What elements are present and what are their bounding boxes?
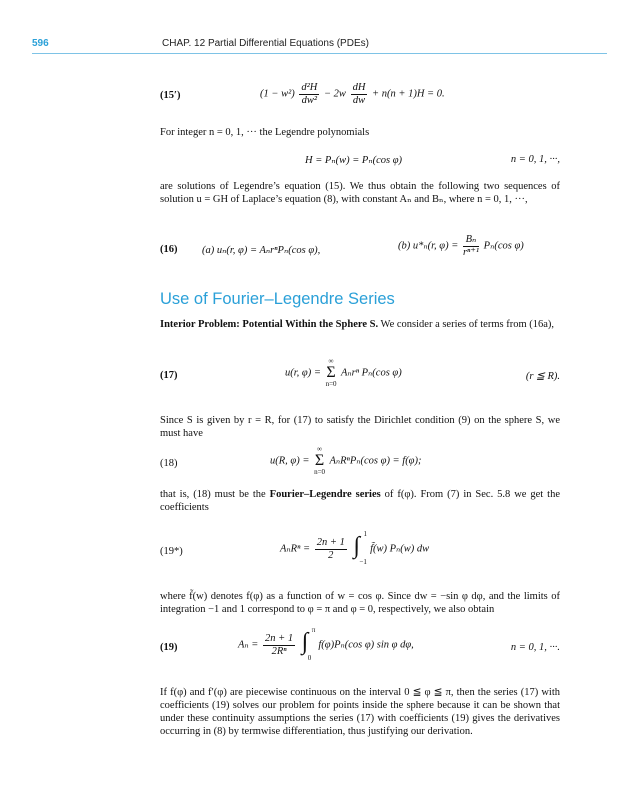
eq-term: (1 − w²) bbox=[260, 88, 295, 100]
paragraph bbox=[160, 318, 560, 331]
equation-16 bbox=[160, 234, 560, 268]
denominator: dw bbox=[352, 94, 366, 106]
integral-upper-limit: 1 bbox=[363, 530, 367, 538]
paragraph: Since S is given by r = R, for (17) to satisfy the Dirichlet condition (9) on the sphere S, we must have bbox=[160, 415, 560, 439]
eq-term: Pₙ(cos φ) bbox=[483, 240, 524, 252]
eq-term: AₙRⁿPₙ(cos φ) = f(φ); bbox=[329, 455, 422, 467]
numerator: 2n + 1 bbox=[316, 536, 345, 548]
eq-term: Aₙrⁿ Pₙ(cos φ) bbox=[340, 367, 402, 379]
equation-19 bbox=[160, 626, 560, 670]
numerator: d²H bbox=[301, 82, 318, 93]
equation-label: (15′) bbox=[160, 90, 181, 101]
eq-term: Aₙ = bbox=[238, 639, 259, 651]
equation-body bbox=[238, 626, 414, 662]
equation-body bbox=[285, 358, 402, 388]
integral-upper-limit: π bbox=[311, 626, 316, 634]
equation-body bbox=[260, 82, 445, 106]
integral-lower-limit: −1 bbox=[359, 558, 367, 566]
paragraph-text: We consider a series of terms from (16a), bbox=[378, 319, 555, 330]
fraction bbox=[299, 82, 319, 106]
paragraph-text: of f(φ). From (7) in Sec. 5.8 we get the coefficients bbox=[160, 489, 560, 513]
numerator: 2n + 1 bbox=[265, 632, 294, 644]
equation-condition: (r ≦ R). bbox=[525, 371, 560, 382]
numerator: dH bbox=[352, 82, 366, 93]
equation-condition: n = 0, 1, ···. bbox=[510, 642, 560, 653]
sum-lower-limit: n=0 bbox=[325, 380, 337, 388]
equation-17 bbox=[160, 358, 560, 398]
denominator: rⁿ⁺¹ bbox=[462, 246, 480, 258]
equation-body: H = Pₙ(w) = Pₙ(cos φ) bbox=[305, 155, 403, 166]
page-header bbox=[32, 38, 607, 54]
sum-upper-limit: ∞ bbox=[317, 445, 323, 453]
equation-body-a: (a) uₙ(r, φ) = AₙrⁿPₙ(cos φ), bbox=[202, 245, 321, 256]
fraction bbox=[351, 82, 368, 106]
equation-label: (19*) bbox=[160, 546, 183, 557]
equation-label: (17) bbox=[160, 370, 178, 381]
equation-label: (16) bbox=[160, 244, 178, 255]
page-number: 596 bbox=[32, 38, 49, 49]
paragraph: If f(φ) and f′(φ) are piecewise continuous on the interval 0 ≦ φ ≦ π, then the series (17) with coefficients (19) solves our problem for points inside the sphere because it can be shown that under these continuity assumptions the series (17) with coefficients (19) gives the derivatives occurring in (8) by termwise differentiation, thus justifying our derivation. bbox=[160, 687, 560, 737]
sum-symbol: Σ bbox=[326, 364, 336, 381]
integral bbox=[300, 626, 316, 662]
equation-body bbox=[270, 446, 422, 476]
summation bbox=[326, 358, 337, 388]
equation-condition: n = 0, 1, ···, bbox=[510, 154, 560, 165]
running-head: CHAP. 12 Partial Differential Equations (PDEs) bbox=[162, 38, 369, 49]
section-heading: Use of Fourier–Legendre Series bbox=[160, 290, 395, 308]
eq-term: AₙRⁿ = bbox=[280, 543, 311, 555]
integral-sign: ∫ bbox=[353, 533, 361, 559]
integral bbox=[351, 530, 367, 566]
sum-upper-limit: ∞ bbox=[328, 357, 334, 365]
equation-body bbox=[280, 530, 430, 566]
integral-lower-limit: 0 bbox=[307, 654, 312, 662]
paragraph-text: that is, (18) must be the bbox=[160, 489, 270, 500]
eq-term: u(R, φ) = bbox=[270, 455, 310, 467]
equation-19-star bbox=[160, 530, 560, 574]
equation-18 bbox=[160, 446, 560, 486]
fraction bbox=[315, 537, 347, 561]
paragraph: For integer n = 0, 1, ··· the Legendre polynomials bbox=[160, 127, 370, 138]
eq-term: − 2w bbox=[323, 88, 346, 100]
denominator: 2 bbox=[328, 549, 334, 561]
equation-label: (19) bbox=[160, 642, 178, 653]
eq-term: f(φ)Pₙ(cos φ) sin φ dφ, bbox=[318, 639, 414, 651]
summation bbox=[314, 446, 325, 476]
equation-15-prime bbox=[160, 82, 560, 112]
paragraph: are solutions of Legendre’s equation (15). We thus obtain the following two sequences of solution u = GH of Laplace’s equation (8), with constant Aₙ and Bₙ, where n = 0, 1, ···, bbox=[160, 181, 560, 205]
fraction bbox=[263, 633, 295, 657]
numerator: Bₙ bbox=[463, 234, 479, 247]
paragraph: where f̃(w) denotes f(φ) as a function of w = cos φ. Since dw = −sin φ dφ, and the limits of integration −1 and 1 correspond to φ = π and φ = 0, respectively, we also obtain bbox=[160, 591, 560, 615]
fraction bbox=[463, 234, 479, 258]
eq-term: (b) u*ₙ(r, φ) = bbox=[398, 240, 459, 252]
paragraph bbox=[160, 488, 560, 514]
sum-symbol: Σ bbox=[314, 452, 325, 469]
sum-lower-limit: n=0 bbox=[314, 468, 326, 476]
paragraph-heading: Interior Problem: Potential Within the Sphere S. bbox=[160, 319, 379, 330]
denominator: 2Rⁿ bbox=[271, 645, 287, 657]
header-rule bbox=[32, 53, 607, 54]
eq-term: + n(n + 1)H = 0. bbox=[372, 88, 445, 100]
equation-label: (18) bbox=[160, 458, 178, 469]
eq-term: u(r, φ) = bbox=[285, 367, 321, 379]
key-term: Fourier–Legendre series bbox=[269, 489, 381, 500]
eq-term: f̃(w) Pₙ(w) dw bbox=[370, 543, 430, 555]
integral-sign: ∫ bbox=[301, 629, 309, 655]
equation-legendre-polynomials bbox=[160, 154, 560, 170]
equation-body-b bbox=[398, 234, 524, 258]
denominator: dw² bbox=[301, 94, 318, 106]
